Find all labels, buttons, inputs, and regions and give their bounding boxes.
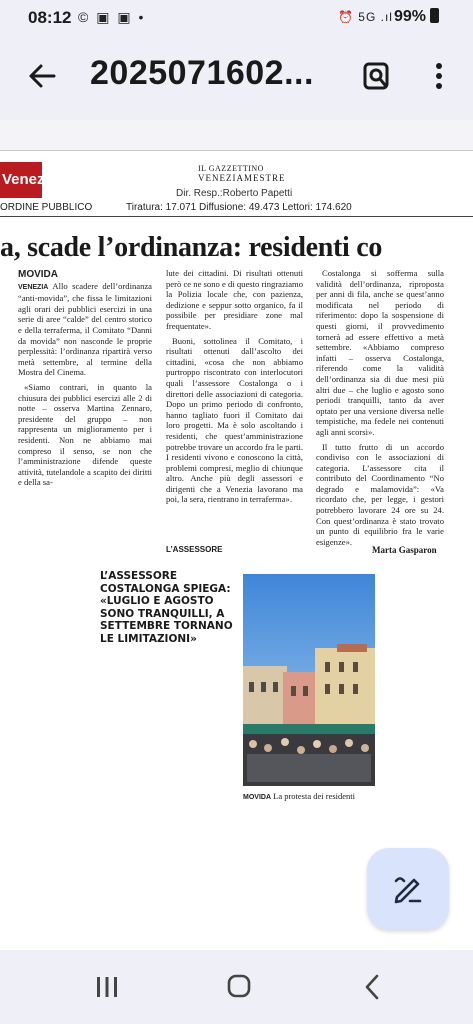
dateline-city: VENEZIA <box>18 283 49 291</box>
author-byline: Marta Gasparon <box>372 545 437 555</box>
notification-icons: © ▣ ▣ • <box>78 9 146 25</box>
section-label: ORDINE PUBBLICO <box>0 202 93 213</box>
director-line: Dir. Resp.:Roberto Papetti <box>176 188 293 199</box>
article-column-2 <box>166 268 303 509</box>
brand-block: Venezia <box>0 162 42 198</box>
paragraph: lute dei cittadini. Di risultati ottenuti però ce ne sono e di questo ringraziamo la Polizia locale che, con pazienza, dedizione e seppur sotto organico, fa il possibile per presidiare zone mal frequentate». <box>166 268 303 331</box>
article-kicker: MOVIDA <box>18 269 58 280</box>
protest-photo <box>243 574 375 786</box>
circulation-stats: Tiratura: 17.071 Diffusione: 49.473 Lettori: 174.620 <box>126 202 352 213</box>
subhead: L’ASSESSORE <box>166 545 223 554</box>
paragraph: Allo scadere dell’ordinanza “anti-movida”, che fissa le limitazioni agli orari dei pubblici esercizi in una serie di aree “calde” del centro storico e della terraferma, il Comitato “Danni da movida” non nasconde le proprie perplessità: l’ordinanza ripartirà verso metà settembre, al termine della Mostra del Cinema. <box>18 280 152 378</box>
status-time: 08:12 <box>28 8 72 27</box>
lens-search-icon[interactable] <box>362 60 392 92</box>
pull-quote: L’ASSESSORE COSTALONGA SPIEGA: «LUGLIO E AGOSTO SONO TRANQUILLI, A SETTEMBRE TORNANO LE LIMITAZIONI» <box>100 570 233 645</box>
signal-icons: ⏰ 5G .ıl <box>338 10 393 24</box>
more-options-icon[interactable] <box>432 60 446 92</box>
article-column-3 <box>316 268 444 551</box>
back-arrow-icon[interactable] <box>26 60 58 92</box>
file-title: 2025071602... <box>90 54 314 92</box>
document-viewer[interactable] <box>0 150 473 950</box>
back-icon[interactable] <box>364 974 380 1000</box>
paragraph: Costalonga si sofferma sulla validità dell’ordinanza, riproposta per anni di fila, anche se quest’anno modificata nel periodo di riferimento: dopo la sospensione di questi giorni, il provvedimento tornerà ad essere effettivo a metà settembre. «Abbiamo compreso infatti – osserva Costalonga, riferendo come la validità dell’ordinanza sia di due mesi più altri due – che luglio e agosto sono periodi tranquilli, tanto da aver optato per una versione diversa nelle tempistiche, ma fedele nei contenuti agli anni scorsi». <box>316 268 444 437</box>
divider <box>0 216 473 217</box>
status-bar <box>0 0 473 34</box>
newspaper-logo: IL GAZZETTINO VENEZIAMESTRE <box>198 164 286 183</box>
article-headline: a, scade l’ordinanza: residenti co <box>0 232 383 263</box>
article-column-1 <box>18 270 152 492</box>
battery-level: 99% <box>394 8 439 26</box>
paragraph: «Siamo contrari, in quanto la chiusura dei pubblici esercizi alle 2 di notte – osserva Martina Zennaro, presidente del gruppo – non rappresenta un miglioramento per i residenti. Non ne abbiamo mai compreso il senso, se non che l’amministrazione difende queste attività, tutelandole a scapito dei diritti e della sa- <box>18 381 152 488</box>
home-icon[interactable] <box>227 974 251 998</box>
photo-caption: MOVIDA La protesta dei residenti <box>243 791 356 801</box>
paragraph: Buoni, sottolinea il Comitato, i risultati ottenuti dall’ascolto dei cittadini, «cosa che non abbiamo purtroppo riscontrato con interlocutori quali l’assessore Costalonga o i direttori delle associazioni di categoria. Dopo un primo periodo di confronto, hanno tagliato fuori il Comitato dai loro progetti. Ma è solo ascoltando i residenti, che quest’amministrazione potrebbe trovare un accordo fra le parti. I residenti vivono e conoscono la città, problemi compresi, meglio di chiunque altro. Anche più degli assessori e dirigenti che a Venezia lavorano ma poi, la sera, rientrano in terraferma». <box>166 335 303 505</box>
recents-icon[interactable] <box>95 976 119 998</box>
edit-pencil-icon <box>392 873 424 905</box>
app-bar <box>0 34 473 120</box>
page-top-edge <box>0 150 473 151</box>
system-nav-bar <box>0 950 473 1024</box>
battery-icon <box>430 8 439 23</box>
edit-fab-button[interactable] <box>367 848 449 930</box>
paragraph: Il tutto frutto di un accordo condiviso con le associazioni di categoria. L’assessore cita il contributo del Coordinamento “No degrado e malamovida”: «Va ricordato che, per legge, i gestori potrebbero lavorare 24 ore su 24. Con quest’ordinanza è stato trovato un punto di equilibrio fra le varie esigenze». <box>316 441 444 547</box>
